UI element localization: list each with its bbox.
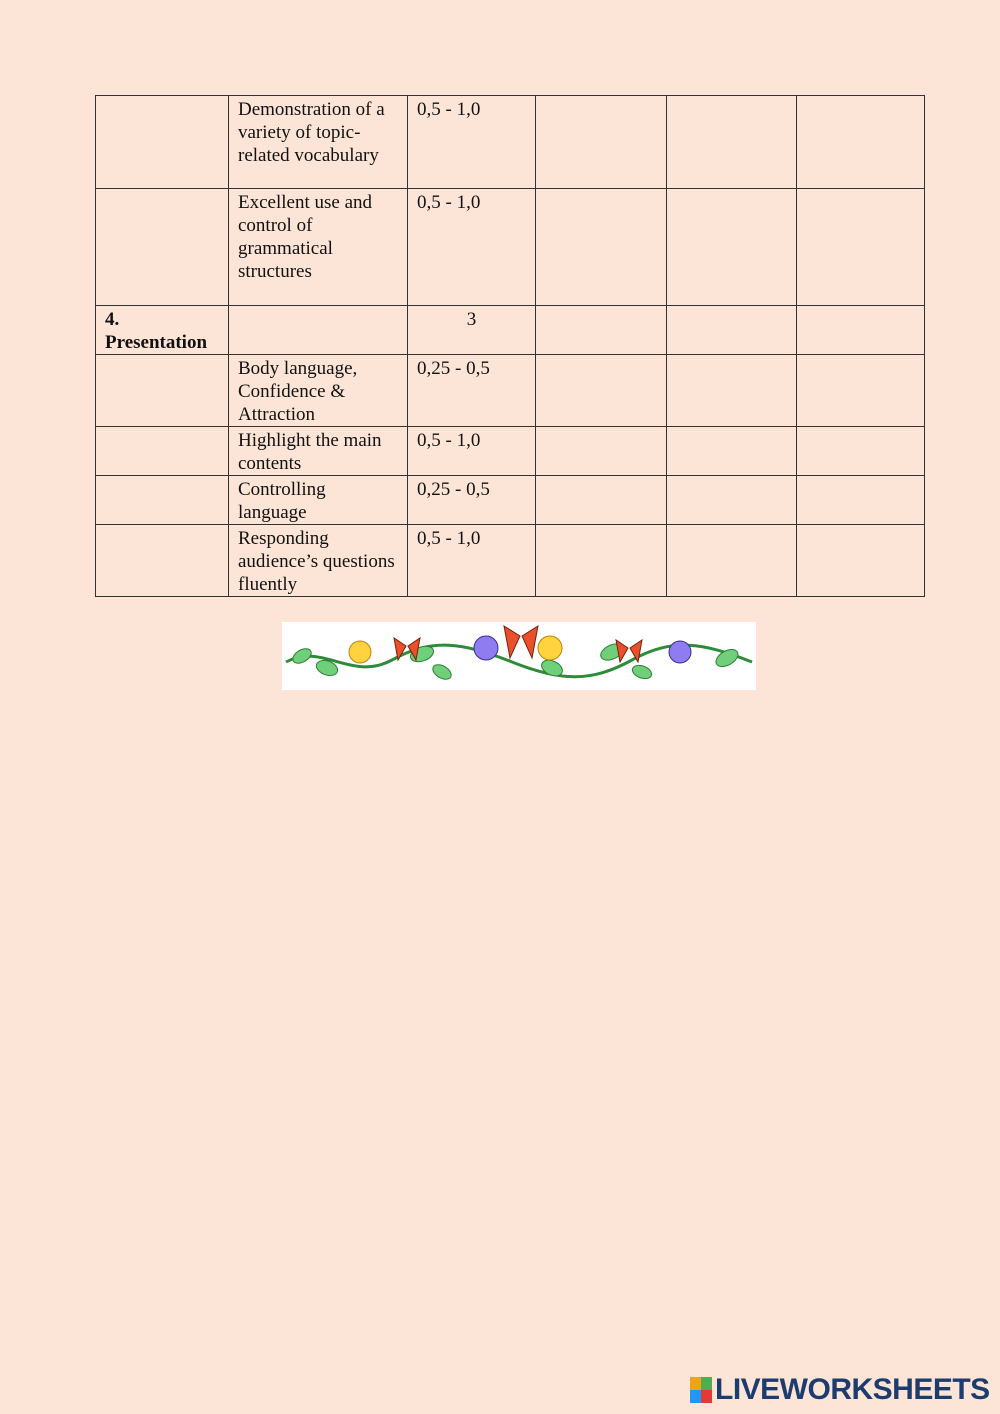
- section-total-score: 3: [408, 306, 536, 355]
- score-cell: 0,5 - 1,0: [408, 427, 536, 476]
- section-cell: [96, 476, 229, 525]
- floral-vine-border-icon: [282, 622, 756, 690]
- blank-cell: [797, 96, 925, 189]
- section-cell: [96, 427, 229, 476]
- criterion-cell: Demonstration of a variety of topic-related vocabulary: [229, 96, 408, 189]
- table-row: [96, 355, 925, 427]
- table-row: [96, 306, 925, 355]
- blank-cell: [667, 189, 797, 306]
- blank-cell: [667, 355, 797, 427]
- score-cell: 0,25 - 0,5: [408, 476, 536, 525]
- table-row: [96, 476, 925, 525]
- section-cell: [96, 355, 229, 427]
- blank-cell: [536, 189, 667, 306]
- table-row: [96, 525, 925, 597]
- blank-cell: [667, 476, 797, 525]
- section-heading-cell: 4. Presentation: [96, 306, 229, 355]
- blank-cell: [667, 427, 797, 476]
- criterion-cell: Responding audience’s questions fluently: [229, 525, 408, 597]
- blank-cell: [797, 306, 925, 355]
- criterion-cell: Excellent use and control of grammatical structures: [229, 189, 408, 306]
- blank-cell: [536, 355, 667, 427]
- blank-cell: [797, 355, 925, 427]
- score-cell: 0,25 - 0,5: [408, 355, 536, 427]
- blank-cell: [797, 189, 925, 306]
- blank-cell: [667, 525, 797, 597]
- liveworksheets-logo: [690, 1372, 990, 1408]
- criterion-cell: Controlling language: [229, 476, 408, 525]
- blank-cell: [536, 427, 667, 476]
- criterion-cell: Body language, Confidence & Attraction: [229, 355, 408, 427]
- blank-cell: [667, 306, 797, 355]
- table-row: [96, 189, 925, 306]
- section-cell: [96, 525, 229, 597]
- table-row: [96, 427, 925, 476]
- rubric-table: [95, 95, 925, 597]
- blank-cell: [536, 525, 667, 597]
- table-row: [96, 96, 925, 189]
- logo-text: LIVEWORKSHEETS: [715, 1373, 990, 1406]
- criterion-cell: Highlight the main contents: [229, 427, 408, 476]
- blank-cell: [536, 96, 667, 189]
- blank-cell: [797, 427, 925, 476]
- score-cell: 0,5 - 1,0: [408, 525, 536, 597]
- score-cell: 0,5 - 1,0: [408, 189, 536, 306]
- blank-cell: [536, 306, 667, 355]
- blank-cell: [536, 476, 667, 525]
- blank-cell: [797, 525, 925, 597]
- criterion-cell: [229, 306, 408, 355]
- section-cell: [96, 96, 229, 189]
- blank-cell: [797, 476, 925, 525]
- score-cell: 0,5 - 1,0: [408, 96, 536, 189]
- logo-mark-icon: [690, 1377, 712, 1403]
- section-cell: [96, 189, 229, 306]
- blank-cell: [667, 96, 797, 189]
